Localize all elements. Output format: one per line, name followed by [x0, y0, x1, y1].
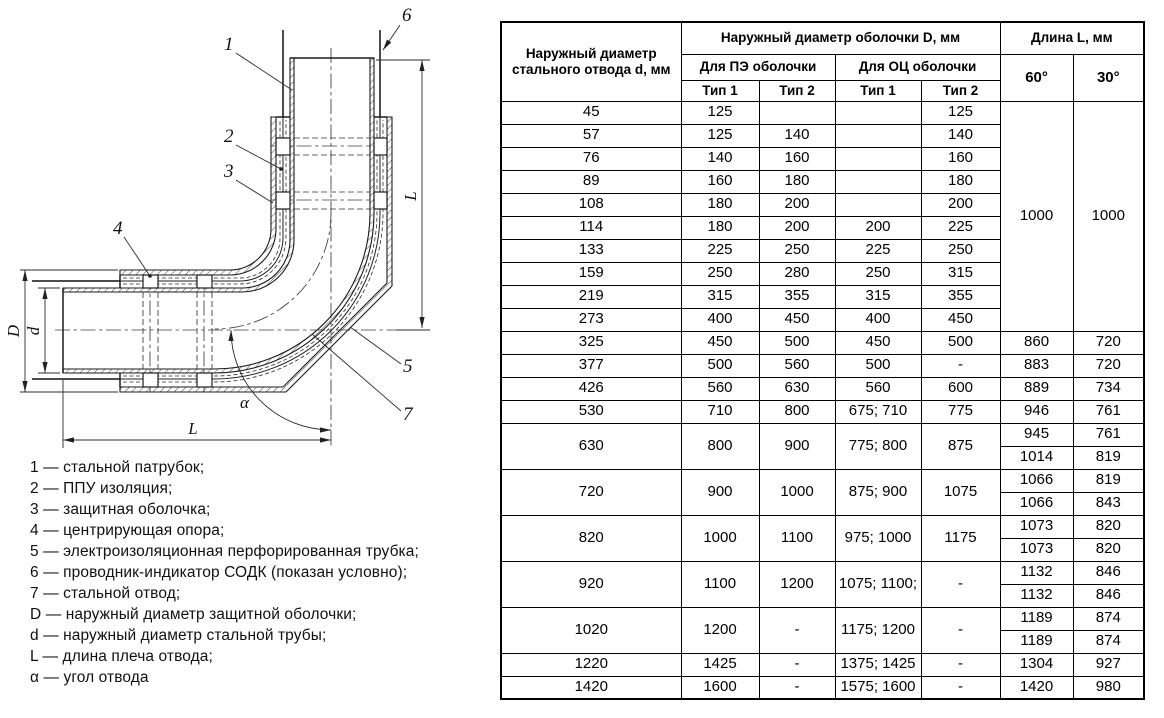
table-cell: 250 [921, 239, 1000, 262]
table-cell: 560 [681, 377, 759, 400]
dimension-alpha [231, 330, 331, 430]
callout-4: 4 [113, 218, 123, 239]
legend-item: α — угол отвода [30, 669, 149, 686]
table-cell: 846 [1073, 584, 1144, 607]
table-cell: 1000 [1073, 101, 1144, 331]
table-cell [835, 147, 921, 170]
table-cell: 819 [1073, 469, 1144, 492]
table-row [501, 676, 1144, 699]
table-cell: 225 [921, 216, 1000, 239]
table-cell: - [921, 676, 1000, 699]
table-cell: - [759, 676, 835, 699]
header-cell: Тип 1 [835, 80, 921, 101]
callout-7: 7 [403, 404, 413, 425]
table-cell: 125 [921, 101, 1000, 124]
table-cell: 843 [1073, 492, 1144, 515]
table-cell: 761 [1073, 423, 1144, 446]
dimensions-table [500, 21, 1145, 700]
table-cell: - [921, 561, 1000, 607]
dimension-d [24, 288, 60, 373]
table-cell: 875 [921, 423, 1000, 469]
table-cell: 874 [1073, 607, 1144, 630]
legend-item: 1 — стальной патрубок; [30, 459, 205, 476]
table-cell: 1220 [501, 653, 681, 676]
table-cell: 927 [1073, 653, 1144, 676]
table-cell: 159 [501, 262, 681, 285]
sodk-conductor-wires [32, 30, 380, 379]
table-cell: 1066 [1000, 492, 1073, 515]
table-row [501, 469, 1144, 492]
header-cell: 30° [1073, 54, 1144, 101]
table-cell: 450 [759, 308, 835, 331]
table-cell: 500 [921, 331, 1000, 354]
table-cell: 734 [1073, 377, 1144, 400]
table-cell: 400 [681, 308, 759, 331]
table-body [501, 101, 1144, 699]
table-cell: 250 [681, 262, 759, 285]
table-cell: 426 [501, 377, 681, 400]
table-cell: 819 [1073, 446, 1144, 469]
table-cell: 720 [1073, 354, 1144, 377]
header-cell: Тип 1 [681, 80, 759, 101]
table-cell: 920 [501, 561, 681, 607]
table-cell: 273 [501, 308, 681, 331]
table-cell: 1100 [681, 561, 759, 607]
table-cell: - [921, 354, 1000, 377]
table-cell: 108 [501, 193, 681, 216]
table-cell: 133 [501, 239, 681, 262]
legend-item: D — наружный диаметр защитной оболочки; [30, 606, 357, 623]
table-cell: 200 [921, 193, 1000, 216]
table-row [501, 331, 1144, 354]
callout-2: 2 [224, 126, 234, 147]
table-cell: 180 [681, 216, 759, 239]
table-cell: - [759, 607, 835, 653]
header-cell: Наружный диаметр оболочки D, мм [681, 22, 1000, 54]
table-cell: 775 [921, 400, 1000, 423]
table-row [501, 515, 1144, 538]
table-cell: 180 [921, 170, 1000, 193]
callout-5: 5 [403, 356, 413, 377]
table-cell: 846 [1073, 561, 1144, 584]
table-cell: 600 [921, 377, 1000, 400]
legend-item: 5 — электроизоляционная перфорированная трубка; [30, 543, 419, 560]
table-cell: 975; 1000 [835, 515, 921, 561]
table-cell: 761 [1073, 400, 1144, 423]
table-cell: 800 [681, 423, 759, 469]
table-cell: 355 [759, 285, 835, 308]
table-cell: 1600 [681, 676, 759, 699]
table-cell [759, 101, 835, 124]
table-cell: 1014 [1000, 446, 1073, 469]
table-cell: 315 [835, 285, 921, 308]
table-row [501, 377, 1144, 400]
table-cell: 225 [681, 239, 759, 262]
table-cell: 775; 800 [835, 423, 921, 469]
header-cell: Наружный диаметр стального отвода d, мм [501, 22, 681, 101]
perforated-tubes [123, 120, 383, 382]
table-cell: 1420 [1000, 676, 1073, 699]
table-cell: 720 [501, 469, 681, 515]
table-cell: 200 [759, 193, 835, 216]
table-cell [835, 124, 921, 147]
table-cell: - [921, 653, 1000, 676]
table-cell [835, 170, 921, 193]
table-cell: 315 [921, 262, 1000, 285]
table-cell: 1189 [1000, 630, 1073, 653]
table-cell: 450 [835, 331, 921, 354]
table-cell: 450 [921, 308, 1000, 331]
table-cell: 820 [1073, 515, 1144, 538]
table-cell: 140 [681, 147, 759, 170]
table-cell: 500 [681, 354, 759, 377]
legend-item: d — наружный диаметр стальной трубы; [30, 627, 327, 644]
table-cell: 820 [1073, 538, 1144, 561]
table-cell: 125 [681, 124, 759, 147]
table-cell: 1420 [501, 676, 681, 699]
table-cell: 560 [835, 377, 921, 400]
table-row [501, 423, 1144, 446]
legend-item: 3 — защитная оболочка; [30, 501, 211, 518]
header-row [501, 22, 1144, 54]
table-cell: 315 [681, 285, 759, 308]
table-row [501, 400, 1144, 423]
table-cell: 875; 900 [835, 469, 921, 515]
table-cell: 500 [835, 354, 921, 377]
table-cell: 114 [501, 216, 681, 239]
table-cell: 883 [1000, 354, 1073, 377]
centering-supports [143, 138, 387, 387]
table-row [501, 354, 1144, 377]
table-cell: 1000 [681, 515, 759, 561]
header-cell: Для ПЭ оболочки [681, 54, 835, 80]
table-cell: 1425 [681, 653, 759, 676]
table-row [501, 101, 1144, 124]
table-row [501, 607, 1144, 630]
table-cell: 160 [921, 147, 1000, 170]
legend-item: 4 — центрирующая опора; [30, 522, 225, 539]
callout-3: 3 [224, 161, 234, 182]
table-cell: 45 [501, 101, 681, 124]
dim-L-bottom-label: L [188, 419, 198, 438]
table-cell: 1075 [921, 469, 1000, 515]
table-cell: 946 [1000, 400, 1073, 423]
table-cell: 280 [759, 262, 835, 285]
table-cell: 800 [759, 400, 835, 423]
legend-item: 2 — ППУ изоляция; [30, 480, 173, 497]
table-cell: 57 [501, 124, 681, 147]
table-row [501, 653, 1144, 676]
table-cell: 675; 710 [835, 400, 921, 423]
table-cell: 89 [501, 170, 681, 193]
table-cell: 140 [759, 124, 835, 147]
table-cell: 225 [835, 239, 921, 262]
table-cell: 560 [759, 354, 835, 377]
table-cell: 889 [1000, 377, 1073, 400]
table-cell [835, 101, 921, 124]
table-cell: 1175; 1200 [835, 607, 921, 653]
table-cell: 900 [759, 423, 835, 469]
header-cell: Тип 2 [759, 80, 835, 101]
table-cell: 180 [681, 193, 759, 216]
table-cell: 180 [759, 170, 835, 193]
table-cell [835, 193, 921, 216]
table-cell: 1000 [759, 469, 835, 515]
table-cell: 1200 [759, 561, 835, 607]
table-cell: 1375; 1425 [835, 653, 921, 676]
header-cell: 60° [1000, 54, 1073, 101]
table-head [501, 22, 1144, 101]
table-row [501, 561, 1144, 584]
table-cell: 355 [921, 285, 1000, 308]
table-cell: 1075; 1100; [835, 561, 921, 607]
table-cell: 1575; 1600 [835, 676, 921, 699]
header-cell: Длина L, мм [1000, 22, 1144, 54]
table-cell: 630 [759, 377, 835, 400]
table-cell: 250 [759, 239, 835, 262]
table-cell: 1304 [1000, 653, 1073, 676]
steel-pipe-walls [63, 58, 374, 373]
table-cell: 1000 [1000, 101, 1073, 331]
table-cell: 200 [759, 216, 835, 239]
legend-item: L — длина плеча отвода; [30, 648, 213, 665]
table-cell: 250 [835, 262, 921, 285]
table-cell: 500 [759, 331, 835, 354]
table-cell: 377 [501, 354, 681, 377]
table-cell: 325 [501, 331, 681, 354]
dim-alpha-label: α [240, 393, 249, 412]
table-cell: 1132 [1000, 584, 1073, 607]
table-cell: 1066 [1000, 469, 1073, 492]
dim-D-label: D [4, 324, 23, 338]
table-cell: 219 [501, 285, 681, 308]
table-cell: 1073 [1000, 515, 1073, 538]
elbow-drawing [0, 0, 500, 460]
table-cell: 1189 [1000, 607, 1073, 630]
table-cell: 1200 [681, 607, 759, 653]
table-cell: - [759, 653, 835, 676]
table-cell: 1175 [921, 515, 1000, 561]
header-cell: Для ОЦ оболочки [835, 54, 1000, 80]
legend-item: 6 — проводник-индикатор СОДК (показан условно); [30, 564, 408, 581]
table-cell: 860 [1000, 331, 1073, 354]
table-cell: 900 [681, 469, 759, 515]
callout-6: 6 [402, 5, 412, 26]
table-cell: 1132 [1000, 561, 1073, 584]
casing-walls [120, 117, 392, 392]
header-cell: Тип 2 [921, 80, 1000, 101]
table-cell: 945 [1000, 423, 1073, 446]
table-cell: 1020 [501, 607, 681, 653]
table-cell: 1100 [759, 515, 835, 561]
table-cell: 980 [1073, 676, 1144, 699]
legend-item: 7 — стальной отвод; [30, 585, 181, 602]
table-cell: 710 [681, 400, 759, 423]
table-cell: 450 [681, 331, 759, 354]
dim-d-label: d [24, 326, 43, 336]
table-cell: 76 [501, 147, 681, 170]
table-cell: 820 [501, 515, 681, 561]
table-cell: 200 [835, 216, 921, 239]
table-cell: 160 [681, 170, 759, 193]
table-cell: - [921, 607, 1000, 653]
dim-L-right-label: L [401, 191, 420, 201]
table-cell: 630 [501, 423, 681, 469]
table-cell: 400 [835, 308, 921, 331]
table-cell: 874 [1073, 630, 1144, 653]
table-cell: 140 [921, 124, 1000, 147]
callout-1: 1 [224, 34, 234, 55]
table-cell: 160 [759, 147, 835, 170]
table-cell: 720 [1073, 331, 1144, 354]
legend [30, 457, 419, 688]
table-cell: 1073 [1000, 538, 1073, 561]
table-cell: 125 [681, 101, 759, 124]
table-cell: 530 [501, 400, 681, 423]
